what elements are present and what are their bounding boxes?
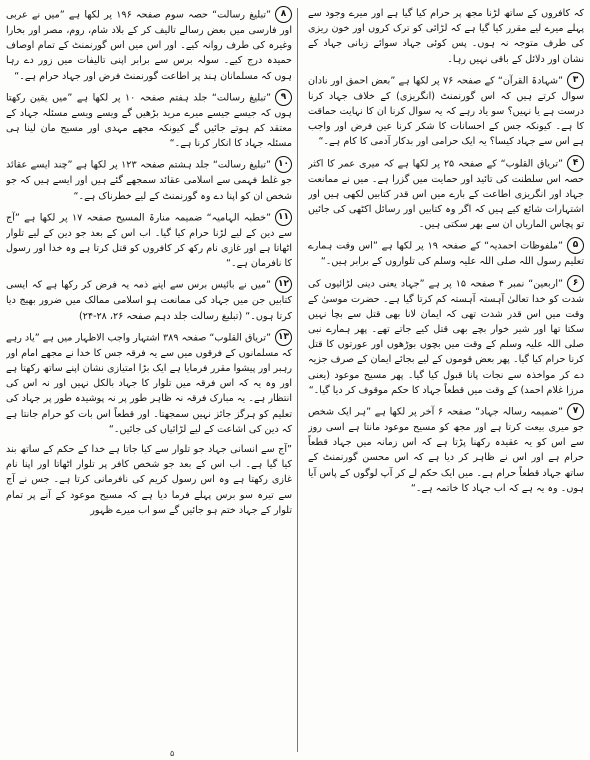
left-column [6,6,292,754]
number-circle: ۱۳ [275,329,292,346]
paragraph-5 [308,237,584,269]
number-circle: ۶ [567,275,584,292]
number-circle: ۹ [275,89,292,106]
right-column [308,6,584,754]
paragraph-text: ”خطبہ الہامیہ“ ضمیمہ منارۃ المسیح صفحہ ۱۷ پر لکھا ہے ”آج سے دین کے لیے لڑنا حرام کیا گیا۔ اب اس کے بعد جو دین کے لیے تلوار اٹھاتا ہے اور غازی نام رکھ کر کافروں کو قتل کرتا ہے وہ خدا اور رسول کا نافرمان ہے۔“ [6,212,292,270]
paragraph-7 [308,403,584,496]
paragraph-text: ”آج سے انسانی جہاد جو تلوار سے کیا جاتا ہے خدا کے حکم کے ساتھ بند کیا گیا ہے۔ اب اس کے بعد جو شخص کافر پر تلوار اٹھاتا اور اپنا نام غازی رکھتا ہے وہ اس رسول کریم کی نافرمانی کرتا ہے۔ جس نے آج سے تیرہ سو برس پہلے فرما دیا ہے کہ مسیح موعود کے آنے پر تمام تلوار کے جہاد ختم ہو جائیں گے سو اب میرے ظہور [6,444,292,516]
page-number: ۵ [170,749,175,758]
column-divider [297,8,298,752]
paragraph-4 [308,155,584,233]
number-circle: ۱۲ [275,276,292,293]
paragraph-11 [6,209,292,272]
paragraph-text: ”اربعین“ نمبر ۴ صفحہ ۱۵ پر ہے ”جہاد یعنی دینی لڑائیوں کی شدت کو خدا تعالیٰ آہستہ آہستہ کم کرتا گیا ہے۔ حضرت موسیٰ کے وقت میں اس قدر شدت تھی کہ ایمان لانا بھی قتل سے بچا نہیں سکتا تھا اور شیر خوار بچے بھی قتل کیے جاتے تھے۔ پھر ہمارے نبی صلی اللہ علیہ وسلم کے وقت میں بچوں بوڑھوں اور عورتوں کا قتل کرنا حرام کیا گیا۔ پھر بعض قوموں کے لیے بجائے ایمان کے صرف جزیہ دے کر مواخذہ سے نجات پانا قبول کیا گیا۔ پھر مسیح موعود (یعنی مرزا غلام احمد) کے وقت میں قطعاً جہاد کا حکم موقوف کر دیا گیا۔“ [308,278,584,396]
number-circle: ۱۰ [275,156,292,173]
paragraph-text: ”تبلیغ رسالت“ جلد ہفتم صفحہ ۱۰ پر لکھا ہے ”میں یقین رکھتا ہوں کہ جیسے جیسے میرے مرید بڑھیں گے ویسے ویسے مسئلہ جہاد کے معتقد کم ہوتے جائیں گے کیونکہ مجھے مہدی اور مسیح مان لینا ہی مسئلہ جہاد کا انکار کرنا ہے۔“ [6,92,292,150]
paragraph-text: ”تریاق القلوب“ صفحہ ۳۸۹ اشتہار واجب الاظہار میں ہے ”یاد رہے کہ مسلمانوں کے فرقوں میں سے یہ فرقہ جس کا خدا نے مجھے امام اور رہبر اور پیشوا مقرر فرمایا ہے ایک بڑا امتیازی نشان اپنے ساتھ رکھتا ہے اور وہ یہ کہ اس فرقہ میں تلوار کا جہاد بالکل نہیں اور نہ اس کی انتظار ہے۔ یہ مبارک فرقہ نہ ظاہر طور پر نہ پوشیدہ طور پر جہاد کی تعلیم کو ہرگز جائز نہیں سمجھتا۔ اور قطعاً اس بات کو حرام جانتا ہے کہ دین کی اشاعت کے لیے لڑائیاں کی جائیں۔“ [6,332,292,435]
paragraph-13 [6,329,292,437]
number-circle: ۸ [275,6,292,23]
paragraph-8 [6,6,292,84]
paragraph-text: ”تبلیغ رسالت“ حصہ سوم صفحہ ۱۹۶ پر لکھا ہے ”میں نے عربی اور فارسی میں بعض رسالے تالیف کر کے بلاد شام، روم، مصر اور بخارا وغیرہ کی طرف روانہ کیے۔ اور اس میں اس گورنمنٹ کے تمام اوصاف حمیدہ درج کیے۔ سولہ برس سے برابر اپنی تالیفات میں زور دے رہا ہوں کہ مسلمانان ہند پر اطاعت گورنمنٹ فرض اور جہاد حرام ہے۔“ [6,9,292,82]
paragraph-10 [6,156,292,203]
paragraph-text: ”تریاق القلوب“ کے صفحہ ۲۵ پر لکھا ہے کہ میری عمر کا اکثر حصہ اس سلطنت کی تائید اور حمایت میں گزرا ہے۔ میں نے ممانعت جہاد اور انگریزی اطاعت کے بارے میں اس قدر کتابیں لکھی ہیں اور اشتہارات شائع کیے ہیں کہ اگر وہ کتابیں اور رسائل اکٹھی کی جائیں تو پچاس الماریاں ان سے بھر سکتی ہیں۔ [308,158,584,231]
paragraph-3 [308,72,584,150]
paragraph-text: ”ملفوظات احمدیہ“ کے صفحہ ۱۹ پر لکھا ہے ”اس وقت ہمارے تعلیم رسول اللہ صلی اللہ علیہ وسلم کی تلواروں کے برابر ہیں۔“ [308,240,584,268]
paragraph-l6 [6,442,292,518]
number-circle: ۴ [567,155,584,172]
paragraph-text: ”ضمیمہ رسالہ جہاد“ صفحہ ۶ آخر پر لکھا ہے ”ہر ایک شخص جو میری بیعت کرتا ہے اور مجھ کو مسیح موعود مانتا ہے اسی روز سے اس کو یہ عقیدہ رکھنا پڑتا ہے کہ اس زمانہ میں جہاد قطعاً حرام ہے اور اس نے ظاہر کر دیا ہے کہ اس محسن گورنمنٹ کے ساتھ جہاد قطعاً حرام ہے۔ میں ایک حکم لے کر آپ لوگوں کے پاس آیا ہوں۔ وہ یہ ہے کہ اب جہاد کا خاتمہ ہے۔“ [308,406,584,494]
paragraph-text: ”شہادۃ القرآن“ کے صفحہ ۷۶ پر لکھا ہے ”بعض احمق اور نادان سوال کرتے ہیں کہ اس گورنمنٹ (انگریزی) کے خلاف جہاد کرنا درست ہے یا نہیں؟ سو یاد رہے کہ یہ سوال کرنا ان کا نہایت حماقت کا ہے۔ کیونکہ جس کے احسانات کا شکر کرنا عین فرض اور واجب ہے اس سے جہاد کیسا؟ یہ ایک حرامی اور بدکار آدمی کا کام ہے۔“ [308,75,584,148]
paragraph-text: ”تبلیغ رسالت“ جلد ہشتم صفحہ ۱۲۳ پر لکھا ہے ”چند ایسے عقائد جو غلط فہمی سے اسلامی عقائد سمجھے گئے ہیں اور ایسے ہیں کہ جو شخص ان کو اپنا دے وہ گورنمنٹ کے لیے خطرناک ہے۔“ [6,159,292,202]
number-circle: ۷ [567,403,584,420]
number-circle: ۱۱ [275,209,292,226]
number-circle: ۳ [567,72,584,89]
paragraph-9 [6,89,292,152]
paragraph-text: کہ کافروں کے ساتھ لڑنا مجھ پر حرام کیا گیا ہے اور میرے وجود سے پہلے میرے لیے مقرر کیا گیا ہے کہ لڑائی کو ترک کروں اور خون ریزی کی طرف متوجہ نہ ہوں۔ پس کوئی جہاد سوائے زبانی جہاد کے نشان اور دلائل کے باقی نہیں رہا۔ [308,8,584,65]
paragraph-6 [308,275,584,398]
number-circle: ۵ [567,237,584,254]
paragraph-r0 [308,6,584,67]
paragraph-text: ”میں نے بائیس برس سے اپنے ذمہ یہ فرض کر رکھا ہے کہ ایسی کتابیں جن میں جہاد کی ممانعت ہو اسلامی ممالک میں ضرور بھیج دیا کرتا ہوں۔“ (تبلیغ رسالت جلد دہم صفحہ ۲۶، ۲۸-۲۴) [6,279,292,322]
paragraph-12 [6,276,292,323]
